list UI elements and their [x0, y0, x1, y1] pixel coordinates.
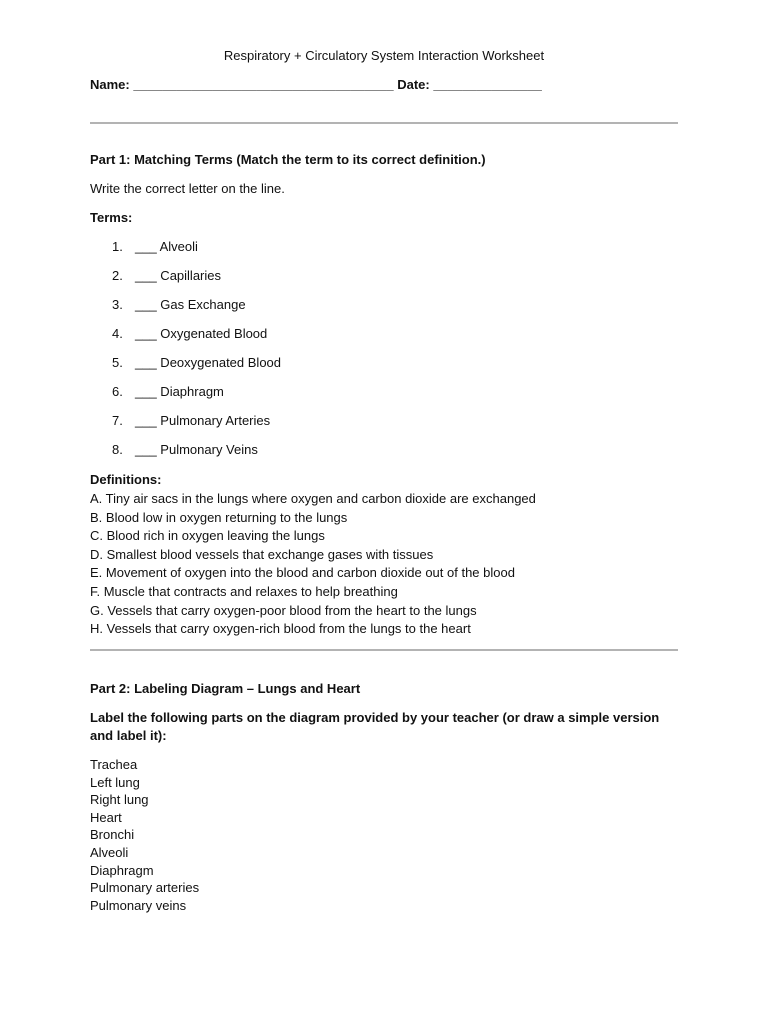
- worksheet-title: Respiratory + Circulatory System Interaction Worksheet: [223, 48, 545, 63]
- diagram-part-item: Alveoli: [90, 844, 129, 860]
- definition-item: H. Vessels that carry oxygen-rich blood from the lungs to the heart: [90, 621, 471, 637]
- term-item: [90, 412, 490, 441]
- divider-2: [90, 649, 678, 651]
- term-item: [90, 296, 490, 325]
- diagram-part-item: Left lung: [90, 774, 140, 790]
- diagram-part-item: Bronchi: [90, 827, 135, 843]
- term-number: 3.: [112, 297, 123, 312]
- terms-heading: Terms:: [90, 210, 133, 225]
- term-text: ___ Pulmonary Veins: [135, 442, 258, 457]
- definition-item: D. Smallest blood vessels that exchange gases with tissues: [90, 546, 434, 562]
- term-text: ___ Pulmonary Arteries: [135, 413, 271, 428]
- diagram-part-item: Pulmonary arteries: [90, 880, 200, 896]
- term-text: ___ Capillaries: [135, 268, 221, 283]
- term-number: 1.: [112, 239, 123, 254]
- term-text: ___ Deoxygenated Blood: [135, 355, 282, 370]
- term-number: 8.: [112, 442, 123, 457]
- definition-item: B. Blood low in oxygen returning to the lungs: [90, 509, 348, 525]
- definitions-heading: Definitions:: [90, 472, 162, 487]
- part1-instruction: Write the correct letter on the line.: [90, 181, 285, 196]
- term-item: [90, 325, 490, 354]
- diagram-part-item: Pulmonary veins: [90, 897, 187, 913]
- term-item: [90, 238, 490, 267]
- term-number: 4.: [112, 326, 123, 341]
- term-item: [90, 267, 490, 296]
- definitions-list: [90, 490, 690, 639]
- definition-item: F. Muscle that contracts and relaxes to help breathing: [90, 583, 398, 599]
- term-item: [90, 441, 490, 470]
- diagram-parts-list: [90, 756, 199, 914]
- term-text: ___ Gas Exchange: [135, 297, 246, 312]
- diagram-part-item: Heart: [90, 809, 122, 825]
- diagram-part-item: Diaphragm: [90, 862, 154, 878]
- term-number: 6.: [112, 384, 123, 399]
- term-text: ___ Oxygenated Blood: [135, 326, 268, 341]
- definition-item: G. Vessels that carry oxygen-poor blood from the heart to the lungs: [90, 602, 477, 618]
- term-text: ___ Alveoli: [135, 239, 198, 254]
- name-date-line: Name: ____________________________________ Date: _______________: [90, 77, 542, 92]
- term-number: 2.: [112, 268, 123, 283]
- definition-item: C. Blood rich in oxygen leaving the lungs: [90, 528, 325, 544]
- divider-1: [90, 122, 678, 124]
- term-text: ___ Diaphragm: [135, 384, 224, 399]
- definition-item: A. Tiny air sacs in the lungs where oxygen and carbon dioxide are exchanged: [90, 491, 536, 506]
- terms-list: [90, 238, 490, 470]
- diagram-part-item: Trachea: [90, 757, 138, 772]
- definition-item: E. Movement of oxygen into the blood and carbon dioxide out of the blood: [90, 565, 515, 581]
- part2-heading: Part 2: Labeling Diagram – Lungs and Heart: [90, 681, 361, 696]
- part2-instruction: Label the following parts on the diagram provided by your teacher (or draw a simple version and label it):: [90, 710, 660, 743]
- term-item: [90, 383, 490, 412]
- diagram-part-item: Right lung: [90, 792, 149, 808]
- term-item: [90, 354, 490, 383]
- part1-heading: Part 1: Matching Terms (Match the term to its correct definition.): [90, 152, 486, 167]
- term-number: 7.: [112, 413, 123, 428]
- term-number: 5.: [112, 355, 123, 370]
